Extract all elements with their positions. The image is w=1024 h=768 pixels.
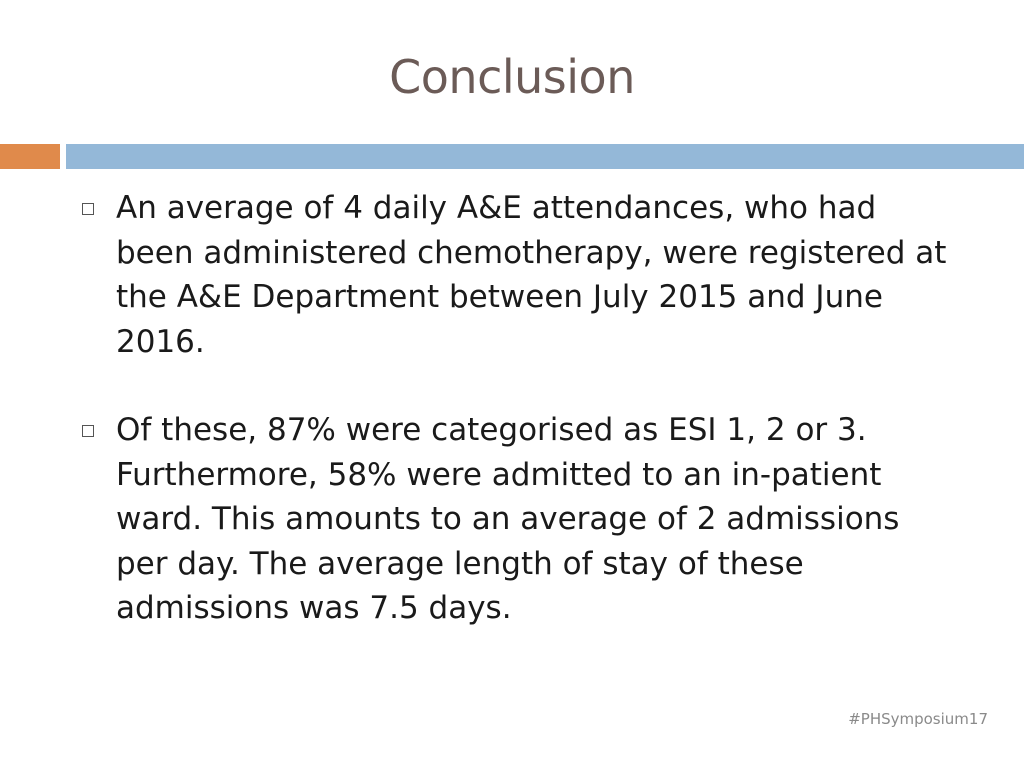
- footer-hashtag: #PHSymposium17: [848, 710, 988, 728]
- bullet-text: An average of 4 daily A&E attendances, who had been administered chemotherapy, were registered at the A&E Department between July 2015 and June 2016.: [116, 190, 947, 360]
- bullet-item: [80, 186, 960, 364]
- bullet-text: Of these, 87% were categorised as ESI 1, 2 or 3. Furthermore, 58% were admitted to an in-patient ward. This amounts to an average of 2 admissions per day. The average length of stay of these admissions was 7.5 days.: [116, 412, 900, 626]
- slide-title: Conclusion: [389, 50, 635, 104]
- bullet-item: [80, 408, 960, 631]
- square-bullet-icon: [82, 425, 94, 437]
- square-bullet-icon: [82, 203, 94, 215]
- bullet-list: [80, 186, 960, 631]
- accent-bar-orange: [0, 144, 60, 169]
- accent-bar-blue: [66, 144, 1024, 169]
